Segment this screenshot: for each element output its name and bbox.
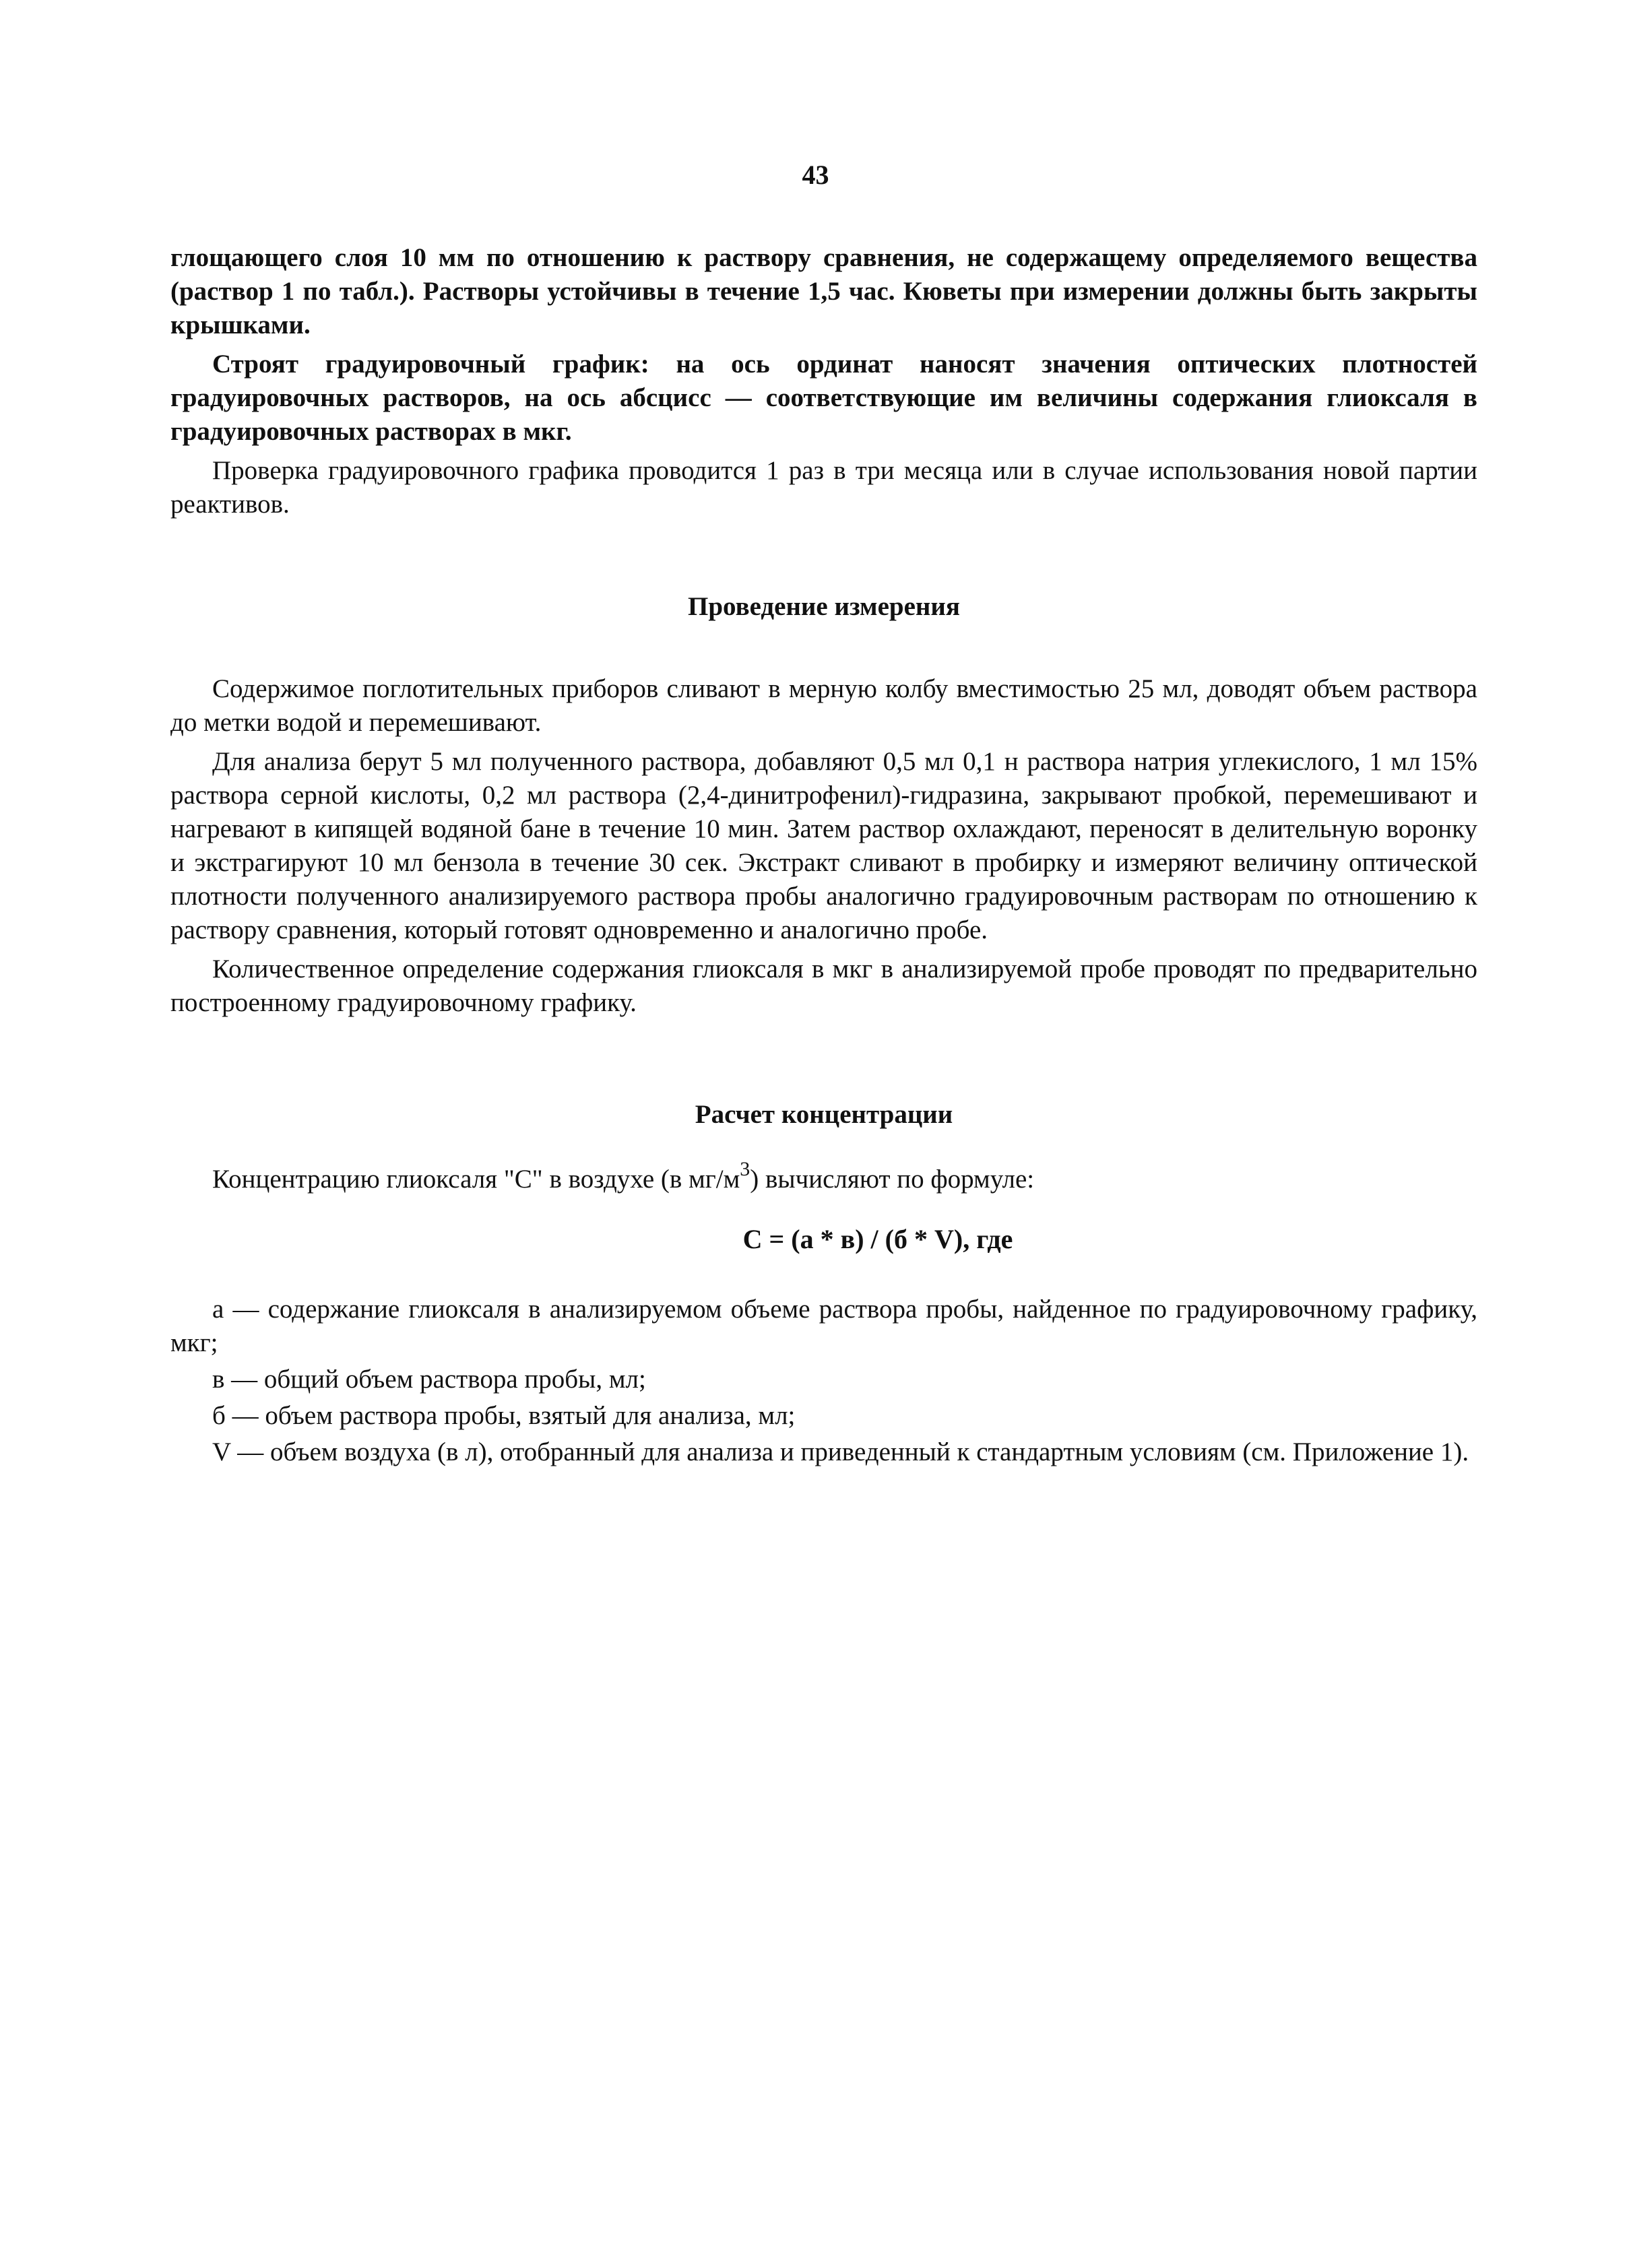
paragraph-graph-check: Проверка градуировочного графика проводится 1 раз в три месяца или в случае использования новой партии реактивов.: [170, 456, 1477, 519]
paragraph-measurement-1: Содержимое поглотительных приборов сливают в мерную колбу вместимостью 25 мл, доводят объем раствора до метки водой и перемешивают.: [170, 674, 1477, 737]
section-heading-calculation: Расчет концентрации: [695, 1100, 953, 1129]
paragraph-continued: глощающего слоя 10 мм по отношению к раствору сравнения, не содержащему определяемого вещества (раствор 1 по табл.). Растворы устойчивы в течение 1,5 час. Кюветы при измерении должны быть закрыты крышками.: [170, 243, 1477, 339]
formula-intro: [212, 1158, 1477, 1198]
definition-v-air: V — объем воздуха (в л), отобранный для анализа и приведенный к стандартным условиям (см. Приложение 1).: [212, 1437, 1469, 1466]
concentration-formula: С = (а * в) / (б * V), где: [742, 1224, 1013, 1254]
definition-v-cyr: в — общий объем раствора пробы, мл;: [212, 1365, 646, 1394]
definition-b: б — объем раствора пробы, взятый для анализа, мл;: [212, 1401, 796, 1430]
page-number: 43: [802, 160, 829, 190]
formula-intro-text: Концентрацию глиоксаля "С" в воздухе (в мг/м: [212, 1165, 740, 1194]
definition-a: а — содержание глиоксаля в анализируемом объеме раствора пробы, найденное по градуировочному графику, мкг;: [170, 1295, 1477, 1357]
paragraph-calibration-graph: Строят градуировочный график: на ось ординат наносят значения оптических плотностей градуировочных растворов, на ось абсцисс — соответствующие им величины содержания глиоксаля в градуировочных растворах в мкг.: [170, 350, 1477, 446]
page-content: [170, 241, 1477, 1472]
formula-intro-text-end: ) вычисляют по формуле:: [750, 1165, 1035, 1194]
paragraph-measurement-3: Количественное определение содержания глиоксаля в мкг в анализируемой пробе проводят по предварительно построенному градуировочному графику.: [170, 954, 1477, 1017]
formula-intro-superscript: 3: [740, 1158, 750, 1180]
section-heading-measurement: Проведение измерения: [688, 592, 960, 621]
paragraph-measurement-2: Для анализа берут 5 мл полученного раствора, добавляют 0,5 мл 0,1 н раствора натрия углекислого, 1 мл 15% раствора серной кислоты, 0,2 мл раствора (2,4-динитрофенил)-гидразина, закрывают пробкой, перемешивают и нагревают в кипящей водяной бане в течение 10 мин. Затем раствор охлаждают, переносят в делительную воронку и экстрагируют 10 мл бензола в течение 30 сек. Экстракт сливают в пробирку и измеряют величину оптической плотности полученного анализируемого раствора пробы аналогично градуировочным растворам по отношению к раствору сравнения, который готовят одновременно и аналогично пробе.: [170, 747, 1477, 944]
